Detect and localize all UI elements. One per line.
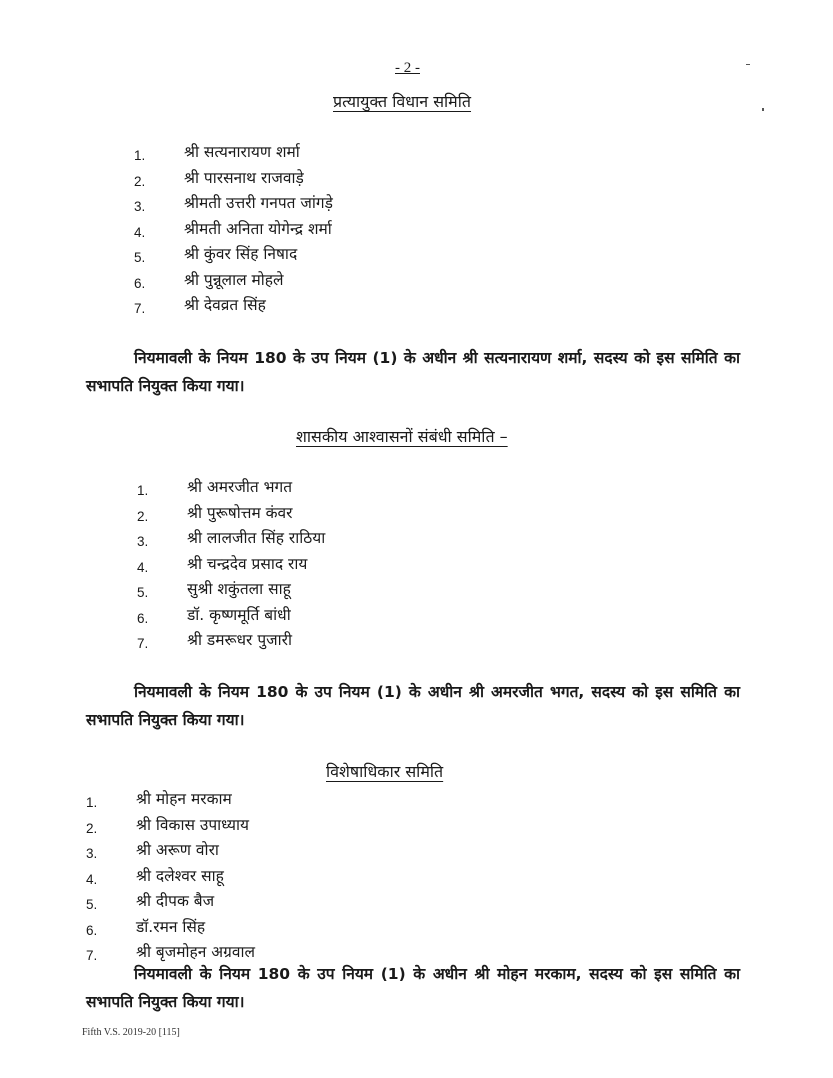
page-number: - 2 - — [395, 60, 420, 76]
list-item — [137, 475, 537, 501]
member-name: श्री लालजीत सिंह राठिया — [187, 529, 326, 547]
member-name: श्री चन्द्रदेव प्रसाद राय — [187, 554, 308, 573]
scan-speck — [762, 108, 764, 111]
member-name: श्री सत्यनारायण शर्मा — [184, 143, 300, 161]
list-item — [86, 915, 486, 941]
item-number: 4. — [134, 224, 146, 240]
item-number: 3. — [86, 846, 98, 861]
list-item — [137, 577, 537, 603]
item-number: 3. — [137, 534, 149, 549]
member-name: श्री पुरूषोत्तम कंवर — [187, 503, 293, 522]
item-number: 7. — [137, 636, 149, 651]
item-number: 6. — [134, 275, 146, 291]
item-number: 3. — [134, 199, 146, 214]
member-name: श्री कुंवर सिंह निषाद — [184, 245, 298, 263]
list-item — [86, 889, 486, 915]
footer-reference: Fifth V.S. 2019-20 [115] — [82, 1027, 180, 1038]
item-number: 5. — [137, 585, 149, 600]
member-name: श्री देवव्रत सिंह — [184, 296, 266, 314]
member-name: श्री दलेश्वर साहू — [136, 866, 224, 885]
item-number: 1. — [86, 795, 98, 810]
list-item — [134, 191, 534, 217]
scan-speck — [746, 64, 750, 65]
list-item — [86, 787, 486, 813]
item-number: 7. — [134, 301, 146, 316]
section-heading-delegated-legislation: प्रत्यायुक्त विधान समिति — [333, 92, 472, 111]
member-name: डॉ.रमन सिंह — [136, 917, 206, 936]
item-number: 2. — [134, 173, 146, 189]
member-name: श्री मोहन मरकाम — [136, 790, 232, 808]
member-name: श्री अमरजीत भगत — [187, 478, 293, 496]
member-list-delegated-legislation — [134, 140, 534, 319]
member-name: श्री अरूण वोरा — [136, 841, 219, 859]
item-number: 5. — [134, 250, 146, 265]
item-number: 2. — [86, 820, 98, 836]
section-heading-government-assurances: शासकीय आश्वासनों संबंधी समिति – — [296, 427, 508, 446]
list-item — [134, 293, 534, 319]
item-number: 6. — [86, 922, 98, 938]
member-name: श्री डमरूधर पुजारी — [187, 631, 292, 649]
member-name: डॉ. कृष्णमूर्ति बांधी — [187, 605, 291, 624]
member-name: श्री पुन्नूलाल मोहले — [184, 270, 284, 289]
item-number: 5. — [86, 897, 98, 912]
member-name: श्री दीपक बैज — [136, 892, 215, 910]
list-item — [134, 217, 534, 243]
member-name: श्री बृजमोहन अग्रवाल — [136, 943, 256, 961]
item-number: 4. — [137, 559, 149, 575]
member-name: श्रीमती अनिता योगेन्द्र शर्मा — [184, 219, 332, 238]
list-item — [134, 166, 534, 192]
item-number: 7. — [86, 948, 98, 963]
list-item — [137, 501, 537, 527]
list-item — [137, 552, 537, 578]
member-list-privileges — [86, 787, 486, 966]
list-item — [86, 813, 486, 839]
list-item — [137, 603, 537, 629]
member-name: श्री विकास उपाध्याय — [136, 815, 250, 834]
list-item — [137, 526, 537, 552]
list-item — [86, 838, 486, 864]
chairman-appointment-paragraph: नियमावली के नियम 180 के उप नियम (1) के अधीन श्री सत्यनारायण शर्मा, सदस्य को इस समिति का सभापति नियुक्त किया गया। — [86, 349, 740, 395]
member-name: श्रीमती उत्तरी गनपत जांगड़े — [184, 194, 333, 212]
list-item — [134, 140, 534, 166]
item-number: 1. — [137, 483, 149, 498]
member-name: सुश्री शकुंतला साहू — [187, 580, 291, 598]
chairman-appointment-paragraph: नियमावली के नियम 180 के उप नियम (1) के अधीन श्री मोहन मरकाम, सदस्य को इस समिति का सभापति नियुक्त किया गया। — [86, 965, 740, 1011]
member-name: श्री पारसनाथ राजवाड़े — [184, 168, 304, 187]
item-number: 6. — [137, 610, 149, 626]
item-number: 2. — [137, 508, 149, 524]
item-number: 4. — [86, 871, 98, 887]
list-item — [86, 864, 486, 890]
list-item — [137, 628, 537, 654]
chairman-appointment-paragraph: नियमावली के नियम 180 के उप नियम (1) के अधीन श्री अमरजीत भगत, सदस्य को इस समिति का सभापति नियुक्त किया गया। — [86, 683, 740, 729]
list-item — [134, 242, 534, 268]
item-number: 1. — [134, 148, 146, 163]
member-list-government-assurances — [137, 475, 537, 654]
list-item — [134, 268, 534, 294]
section-heading-privileges: विशेषाधिकार समिति — [326, 762, 444, 781]
